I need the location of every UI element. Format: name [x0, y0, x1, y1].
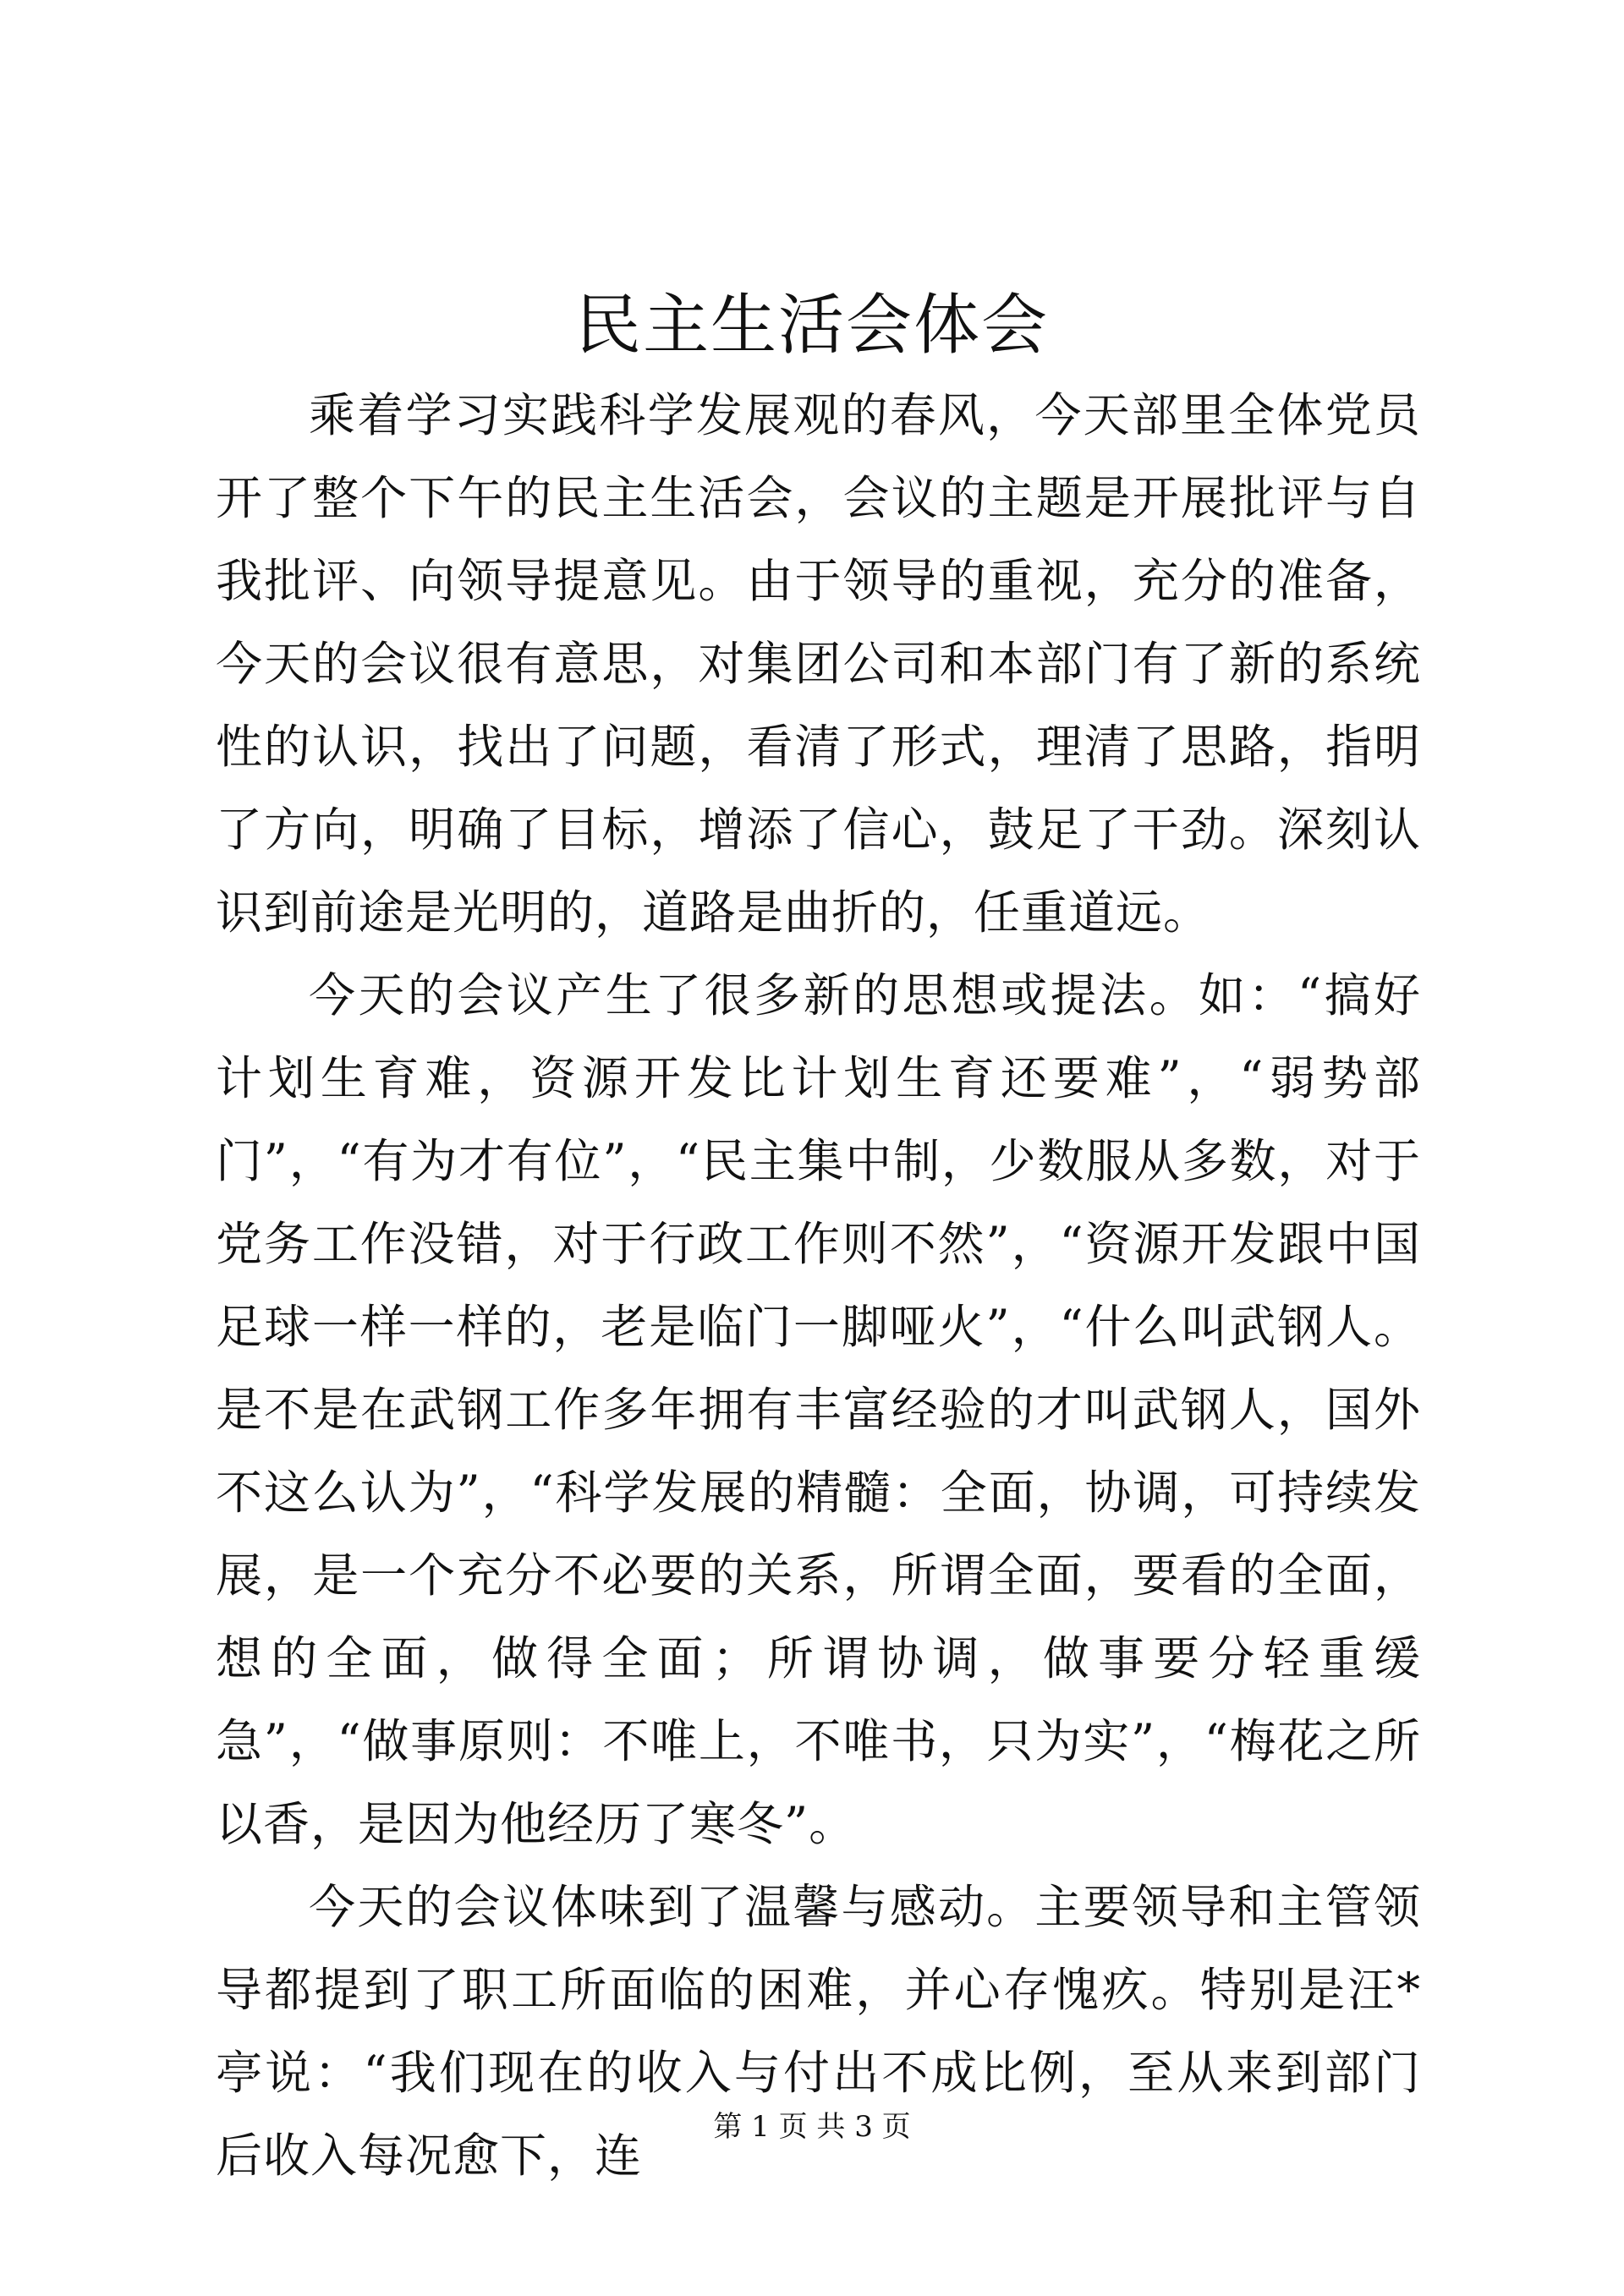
document-body	[216, 374, 1421, 2197]
paragraph-2: 今天的会议产生了很多新的思想或提法。如：“搞好计划生育难，资源开发比计划生育还要难”，“弱势部门”，“有为才有位”，“民主集中制，少数服从多数，对于党务工作没错，对于行政工作则不然”，“资源开发跟中国足球一样一样的，老是临门一脚哑火”，“什么叫武钢人。是不是在武钢工作多年拥有丰富经验的才叫武钢人，国外不这么认为”，“科学发展的精髓：全面，协调，可持续发展，是一个充分不必要的关系，所谓全面，要看的全面，想的全面，做得全面；所谓协调，做事要分轻重缓急”，“做事原则：不唯上，不唯书，只为实”，“梅花之所以香，是因为他经历了寒冬”。	[216, 968, 1421, 1851]
paragraph-1: 乘着学习实践科学发展观的春风，今天部里全体党员开了整个下午的民主生活会，会议的主题是开展批评与自我批评、向领导提意见。由于领导的重视，充分的准备，今天的会议很有意思，对集团公司和本部门有了新的系统性的认识，找出了问题，看清了形式，理清了思路，指明了方向，明确了目标，增添了信心，鼓足了干劲。深刻认识到前途是光明的，道路是曲折的，任重道远。	[216, 388, 1421, 940]
document-title: 民主生活会体会	[574, 288, 1049, 364]
page-footer: 第 1 页 共 3 页	[713, 2110, 911, 2144]
paragraph-3: 今天的会议体味到了温馨与感动。主要领导和主管领导都提到了职工所面临的困难，并心存愧疚。特别是汪*亭说：“我们现在的收入与付出不成比例，至从来到部门后收入每况愈下，连	[216, 1880, 1421, 2183]
